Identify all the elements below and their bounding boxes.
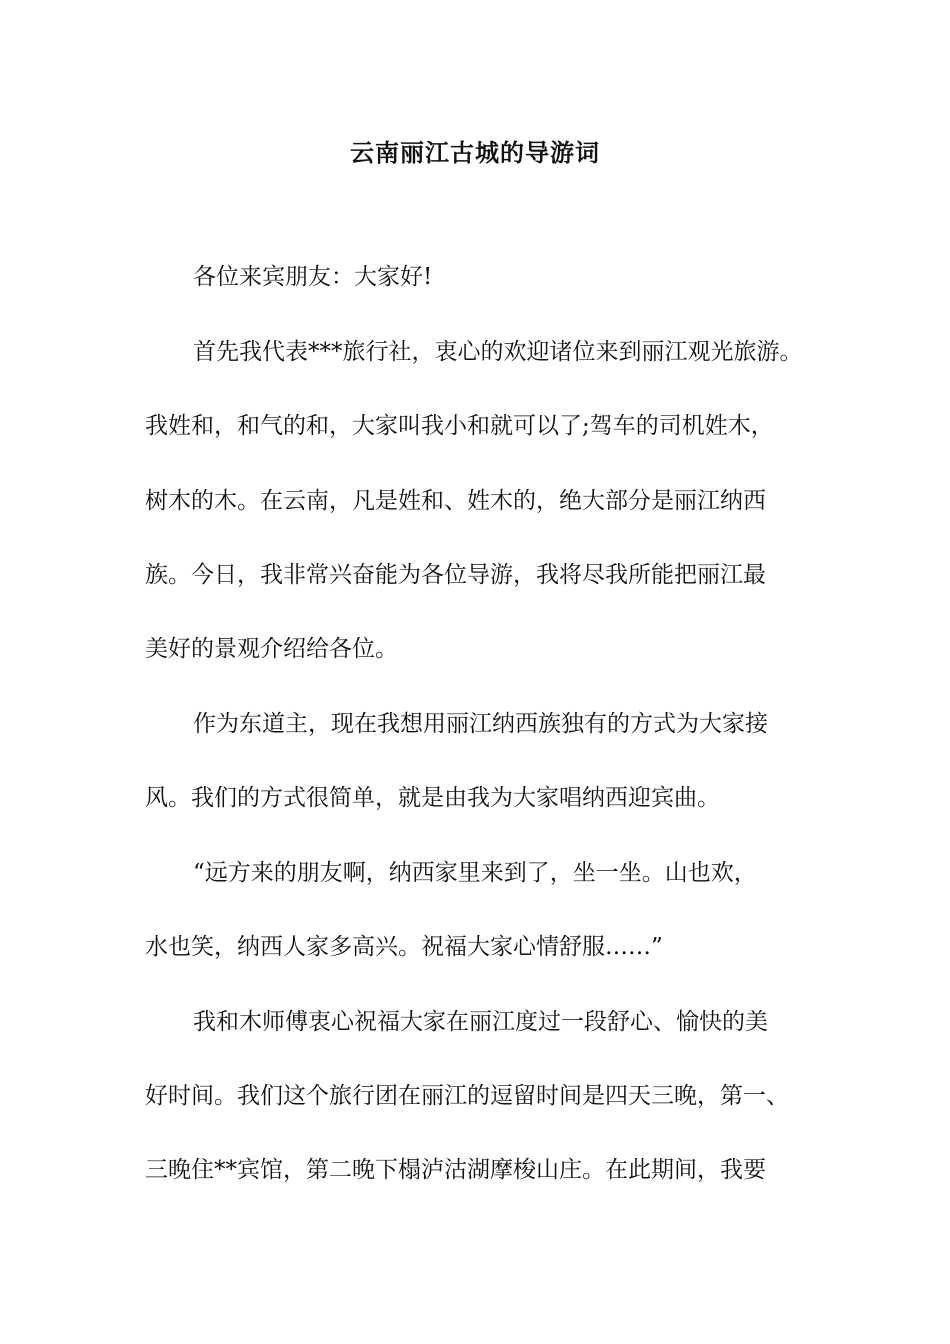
paragraph-line-quote: “远方来的朋友啊，纳西家里来到了，坐一坐。山也欢， bbox=[193, 860, 757, 886]
paragraph-line: 好时间。我们这个旅行团在丽江的逗留时间是四天三晚，第一、 bbox=[145, 1083, 789, 1109]
paragraph-line: 树木的木。在云南，凡是姓和、姓木的，绝大部分是丽江纳西 bbox=[145, 488, 766, 514]
paragraph-line: 三晚住**宾馆，第二晚下榻泸沽湖摩梭山庄。在此期间，我要 bbox=[145, 1157, 766, 1183]
paragraph-line: 我姓和，和气的和，大家叫我小和就可以了;驾车的司机姓木， bbox=[145, 413, 774, 439]
paragraph-line-quote: 水也笑，纳西人家多高兴。祝福大家心情舒服……” bbox=[145, 934, 663, 960]
paragraph-line: 首先我代表***旅行社，衷心的欢迎诸位来到丽江观光旅游。 bbox=[193, 339, 803, 365]
paragraph-line: 我和木师傅衷心祝福大家在丽江度过一段舒心、愉快的美 bbox=[193, 1009, 768, 1035]
paragraph-line: 风。我们的方式很简单，就是由我为大家唱纳西迎宾曲。 bbox=[145, 785, 720, 811]
paragraph-line: 美好的景观介绍给各位。 bbox=[145, 636, 398, 662]
document-title: 云南丽江古城的导游词 bbox=[350, 138, 600, 167]
paragraph-line: 作为东道主，现在我想用丽江纳西族独有的方式为大家接 bbox=[193, 711, 768, 737]
paragraph-line: 族。今日，我非常兴奋能为各位导游，我将尽我所能把丽江最 bbox=[145, 562, 766, 588]
paragraph-line-greeting: 各位来宾朋友：大家好! bbox=[193, 264, 433, 290]
